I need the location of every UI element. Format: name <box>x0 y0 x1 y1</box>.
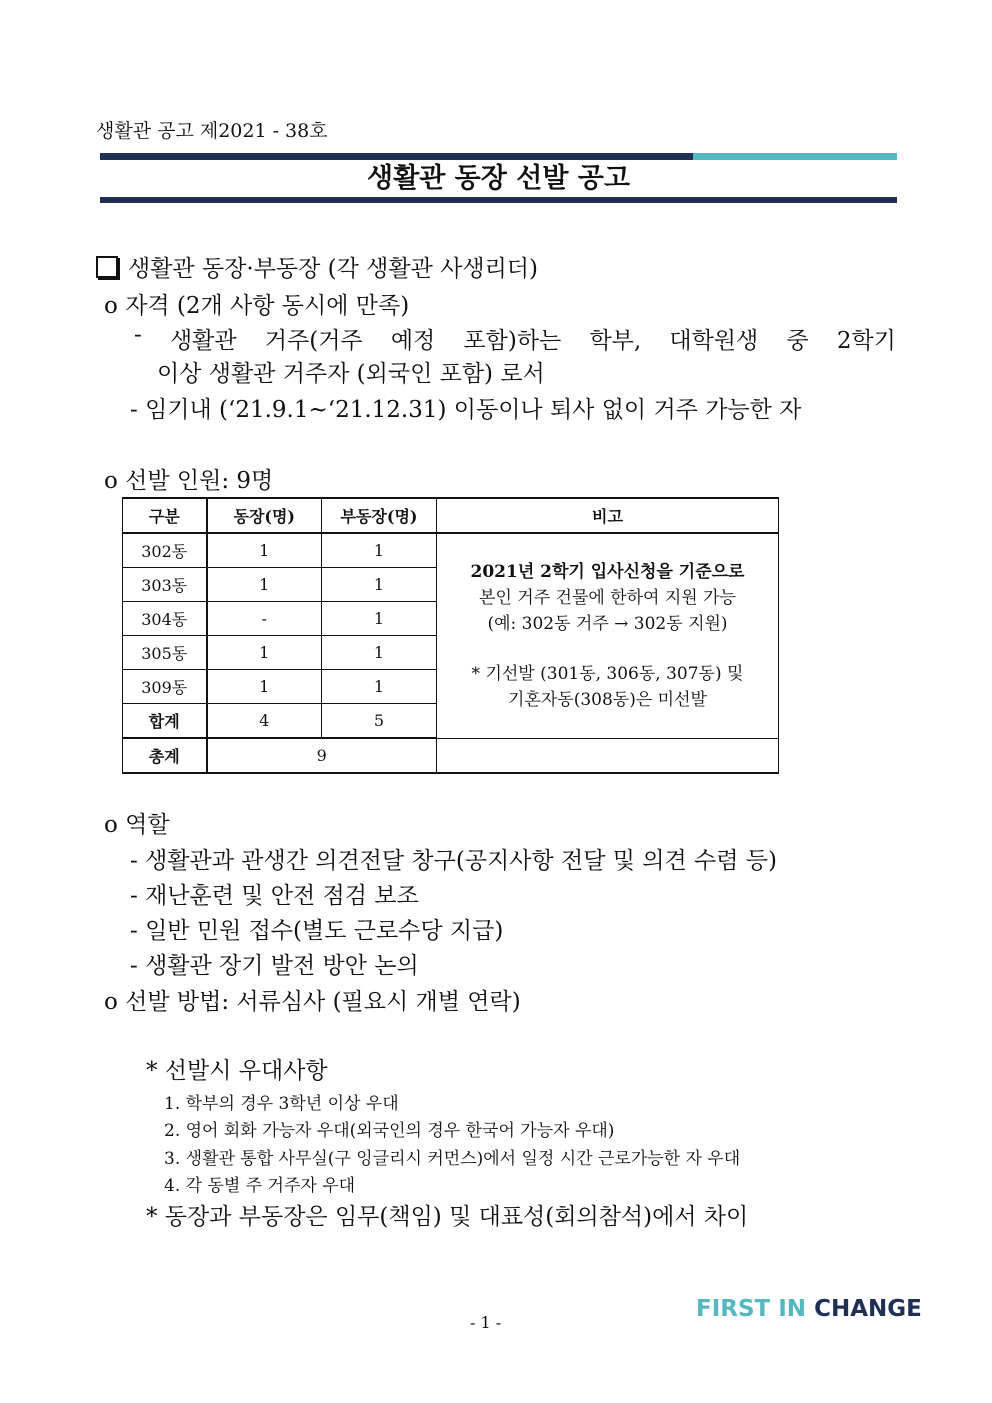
word: 2학기 <box>836 328 896 354</box>
word: 대학원생 <box>669 328 759 354</box>
qualification-item-2: - 임기내 (‘21.9.1~‘21.12.31) 이동이나 퇴사 없이 거주 가능한 자 <box>130 397 802 423</box>
note-line: * 기선발 (301동, 306동, 307동) 및 <box>471 663 744 684</box>
preference-item: 4. 각 동별 주 거주자 우대 <box>164 1176 356 1196</box>
header-cell: 구분 <box>123 498 207 533</box>
note-cell <box>437 533 779 738</box>
word: 포함)하는 <box>463 328 562 354</box>
qualification-item-1 <box>134 322 896 355</box>
deputy-cell: 1 <box>322 636 437 670</box>
section-heading-text: 생활관 동장·부동장 (각 생활관 사생리더) <box>128 256 538 282</box>
table-row <box>123 533 779 568</box>
role-item: - 생활관 장기 발전 방안 논의 <box>130 953 419 979</box>
total-row <box>123 738 779 773</box>
selection-table <box>122 497 779 774</box>
preference-item: 3. 생활관 통합 사무실(구 잉글리시 커먼스)에서 일정 시간 근로가능한 자 우대 <box>164 1149 741 1169</box>
total-value: 9 <box>207 738 437 773</box>
header-cell: 동장(명) <box>207 498 322 533</box>
leader-cell: 1 <box>207 670 322 704</box>
deputy-cell: 1 <box>322 533 437 568</box>
leader-cell: 1 <box>207 533 322 568</box>
slogan-logo <box>696 1296 922 1322</box>
note-line: 본인 거주 건물에 한하여 지원 가능 <box>479 587 736 608</box>
title-top-bar-navy <box>100 153 693 160</box>
role-item: - 재난훈련 및 안전 점검 보조 <box>130 883 419 909</box>
subtotal-label: 합계 <box>123 704 207 739</box>
slogan-part1: FIRST IN <box>696 1296 807 1322</box>
page-title: 생활관 동장 선발 공고 <box>367 163 630 194</box>
preference-label: * 선발시 우대사항 <box>146 1058 328 1084</box>
header-cell: 비고 <box>437 498 779 533</box>
building-cell: 302동 <box>123 533 207 568</box>
role-item: - 생활관과 관생간 의견전달 창구(공지사항 전달 및 의견 수렴 등) <box>130 848 777 874</box>
preference-footnote: * 동장과 부동장은 임무(책임) 및 대표성(회의참석)에서 차이 <box>146 1204 749 1230</box>
roles-label: o 역할 <box>104 812 170 838</box>
slogan-part2: CHANGE <box>814 1296 922 1322</box>
section-heading <box>96 250 538 283</box>
leader-cell: 1 <box>207 636 322 670</box>
word: 거주(거주 <box>264 328 363 354</box>
qualification-item-1-cont: 이상 생활관 거주자 (외국인 포함) 로서 <box>157 361 545 387</box>
subtotal-leader: 4 <box>207 704 322 739</box>
word: 생활관 <box>169 328 237 354</box>
method-label: o 선발 방법: 서류심사 (필요시 개별 연락) <box>104 989 521 1015</box>
building-cell: 309동 <box>123 670 207 704</box>
checkbox-icon <box>96 256 118 278</box>
title-top-bar-teal <box>693 153 897 160</box>
leader-cell: 1 <box>207 568 322 602</box>
header-cell: 부동장(명) <box>322 498 437 533</box>
page-number: - 1 - <box>470 1313 502 1332</box>
building-cell: 304동 <box>123 602 207 636</box>
qualification-label: o 자격 (2개 사항 동시에 만족) <box>104 293 410 319</box>
leader-cell: - <box>207 602 322 636</box>
note-line: 기혼자동(308동)은 미선발 <box>508 689 707 710</box>
table-header-row <box>123 498 779 533</box>
title-top-bar <box>100 153 897 160</box>
word: 학부, <box>589 328 642 354</box>
word: 중 <box>786 328 809 354</box>
building-cell: 305동 <box>123 636 207 670</box>
note-line: 2021년 2학기 입사신청을 기준으로 <box>470 561 745 582</box>
deputy-cell: 1 <box>322 568 437 602</box>
subtotal-deputy: 5 <box>322 704 437 739</box>
preference-item: 2. 영어 회화 가능자 우대(외국인의 경우 한국어 가능자 우대) <box>164 1121 615 1141</box>
deputy-cell: 1 <box>322 670 437 704</box>
selection-count-label: o 선발 인원: 9명 <box>104 468 274 494</box>
note-line: (예: 302동 거주 → 302동 지원) <box>487 613 728 634</box>
notice-number: 생활관 공고 제2021 - 38호 <box>96 120 328 142</box>
total-note <box>437 738 779 773</box>
role-item: - 일반 민원 접수(별도 근로수당 지급) <box>130 918 504 944</box>
title-bottom-bar <box>100 197 897 203</box>
deputy-cell: 1 <box>322 602 437 636</box>
building-cell: 303동 <box>123 568 207 602</box>
total-label: 총계 <box>123 738 207 773</box>
preference-item: 1. 학부의 경우 3학년 이상 우대 <box>164 1094 399 1114</box>
word: 예정 <box>390 328 436 354</box>
word: - <box>134 322 142 348</box>
